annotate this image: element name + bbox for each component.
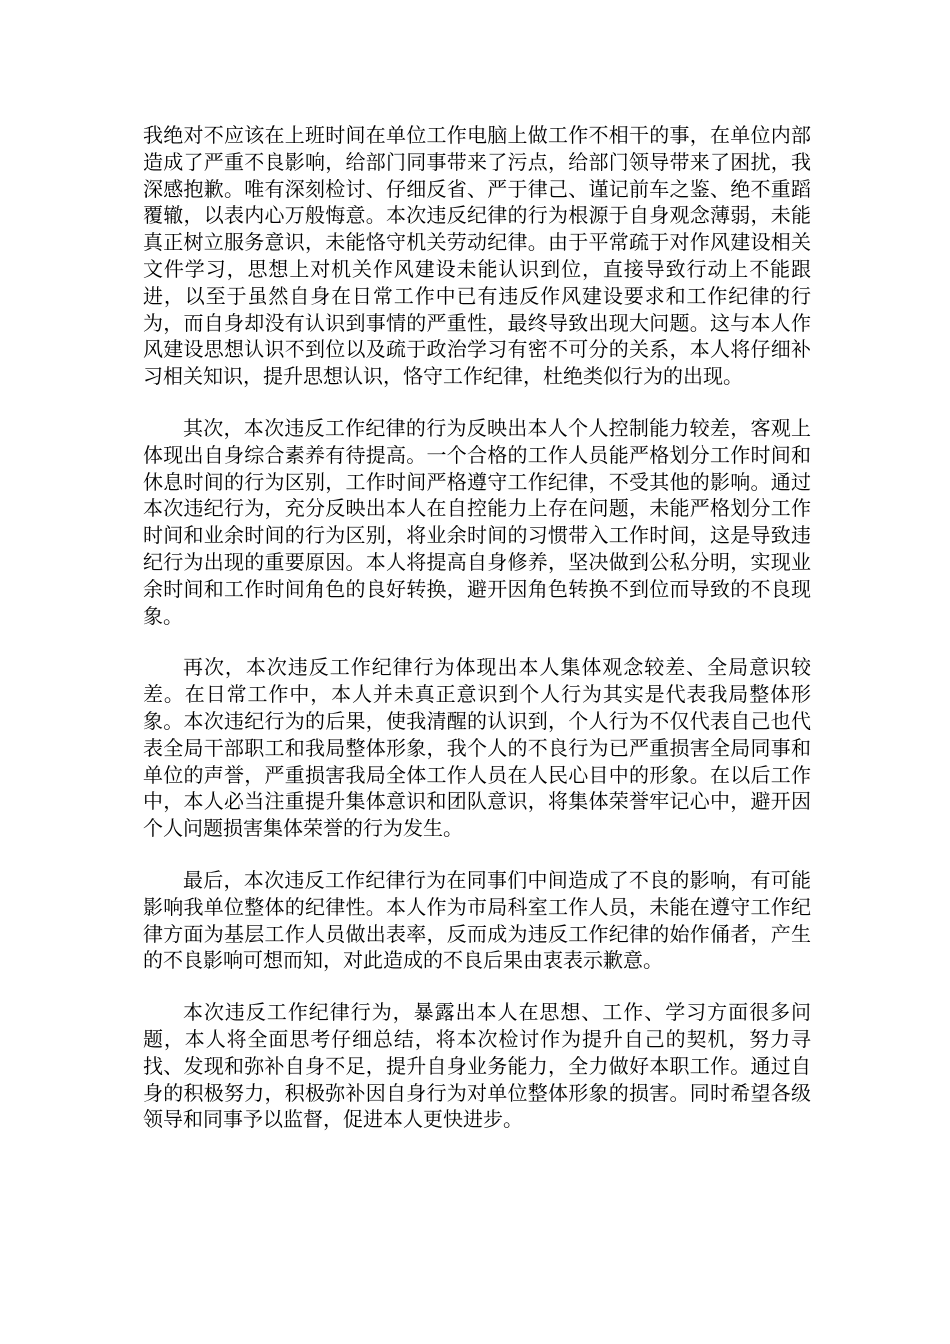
paragraph-1: 我绝对不应该在上班时间在单位工作电脑上做工作不相干的事，在单位内部造成了严重不良影响，给部门同事带来了污点，给部门领导带来了困扰，我深感抱歉。唯有深刻检讨、仔细反省、严于律己、谨记前车之鉴、绝不重蹈覆辙，以表内心万般悔意。本次违反纪律的行为根源于自身观念薄弱，未能真正树立服务意识，未能恪守机关劳动纪律。由于平常疏于对作风建设相关文件学习，思想上对机关作风建设未能认识到位，直接导致行动上不能跟进，以至于虽然自身在日常工作中已有违反作风建设要求和工作纪律的行为，而自身却没有认识到事情的严重性，最终导致出现大问题。这与本人作风建设思想认识不到位以及疏于政治学习有密不可分的关系，本人将仔细补习相关知识，提升思想认识，恪守工作纪律，杜绝类似行为的出现。 bbox=[143, 123, 811, 389]
paragraph-5: 本次违反工作纪律行为，暴露出本人在思想、工作、学习方面很多问题，本人将全面思考仔细总结，将本次检讨作为提升自己的契机，努力寻找、发现和弥补自身不足，提升自身业务能力，全力做好本职工作。通过自身的积极努力，积极弥补因自身行为对单位整体形象的损害。同时希望各级领导和同事予以监督，促进本人更快进步。 bbox=[143, 1000, 811, 1132]
document-body bbox=[143, 122, 811, 1133]
paragraph-4: 最后，本次违反工作纪律行为在同事们中间造成了不良的影响，有可能影响我单位整体的纪律性。本人作为市局科室工作人员，未能在遵守工作纪律方面为基层工作人员做出表率，反而成为违反工作纪律的始作俑者，产生的不良影响可想而知，对此造成的不良后果由衷表示歉意。 bbox=[143, 867, 811, 973]
paragraph-2: 其次，本次违反工作纪律的行为反映出本人个人控制能力较差，客观上体现出自身综合素养有待提高。一个合格的工作人员能严格划分工作时间和休息时间的行为区别，工作时间严格遵守工作纪律，不受其他的影响。通过本次违纪行为，充分反映出本人在自控能力上存在问题，未能严格划分工作时间和业余时间的行为区别，将业余时间的习惯带入工作时间，这是导致违纪行为出现的重要原因。本人将提高自身修养，坚决做到公私分明，实现业余时间和工作时间角色的良好转换，避开因角色转换不到位而导致的不良现象。 bbox=[143, 415, 811, 628]
paragraph-3: 再次，本次违反工作纪律行为体现出本人集体观念较差、全局意识较差。在日常工作中，本人并未真正意识到个人行为其实是代表我局整体形象。本次违纪行为的后果，使我清醒的认识到，个人行为不仅代表自己也代表全局干部职工和我局整体形象，我个人的不良行为已严重损害全局同事和单位的声誉，严重损害我局全体工作人员在人民心目中的形象。在以后工作中，本人必当注重提升集体意识和团队意识，将集体荣誉牢记心中，避开因个人问题损害集体荣誉的行为发生。 bbox=[143, 655, 811, 841]
